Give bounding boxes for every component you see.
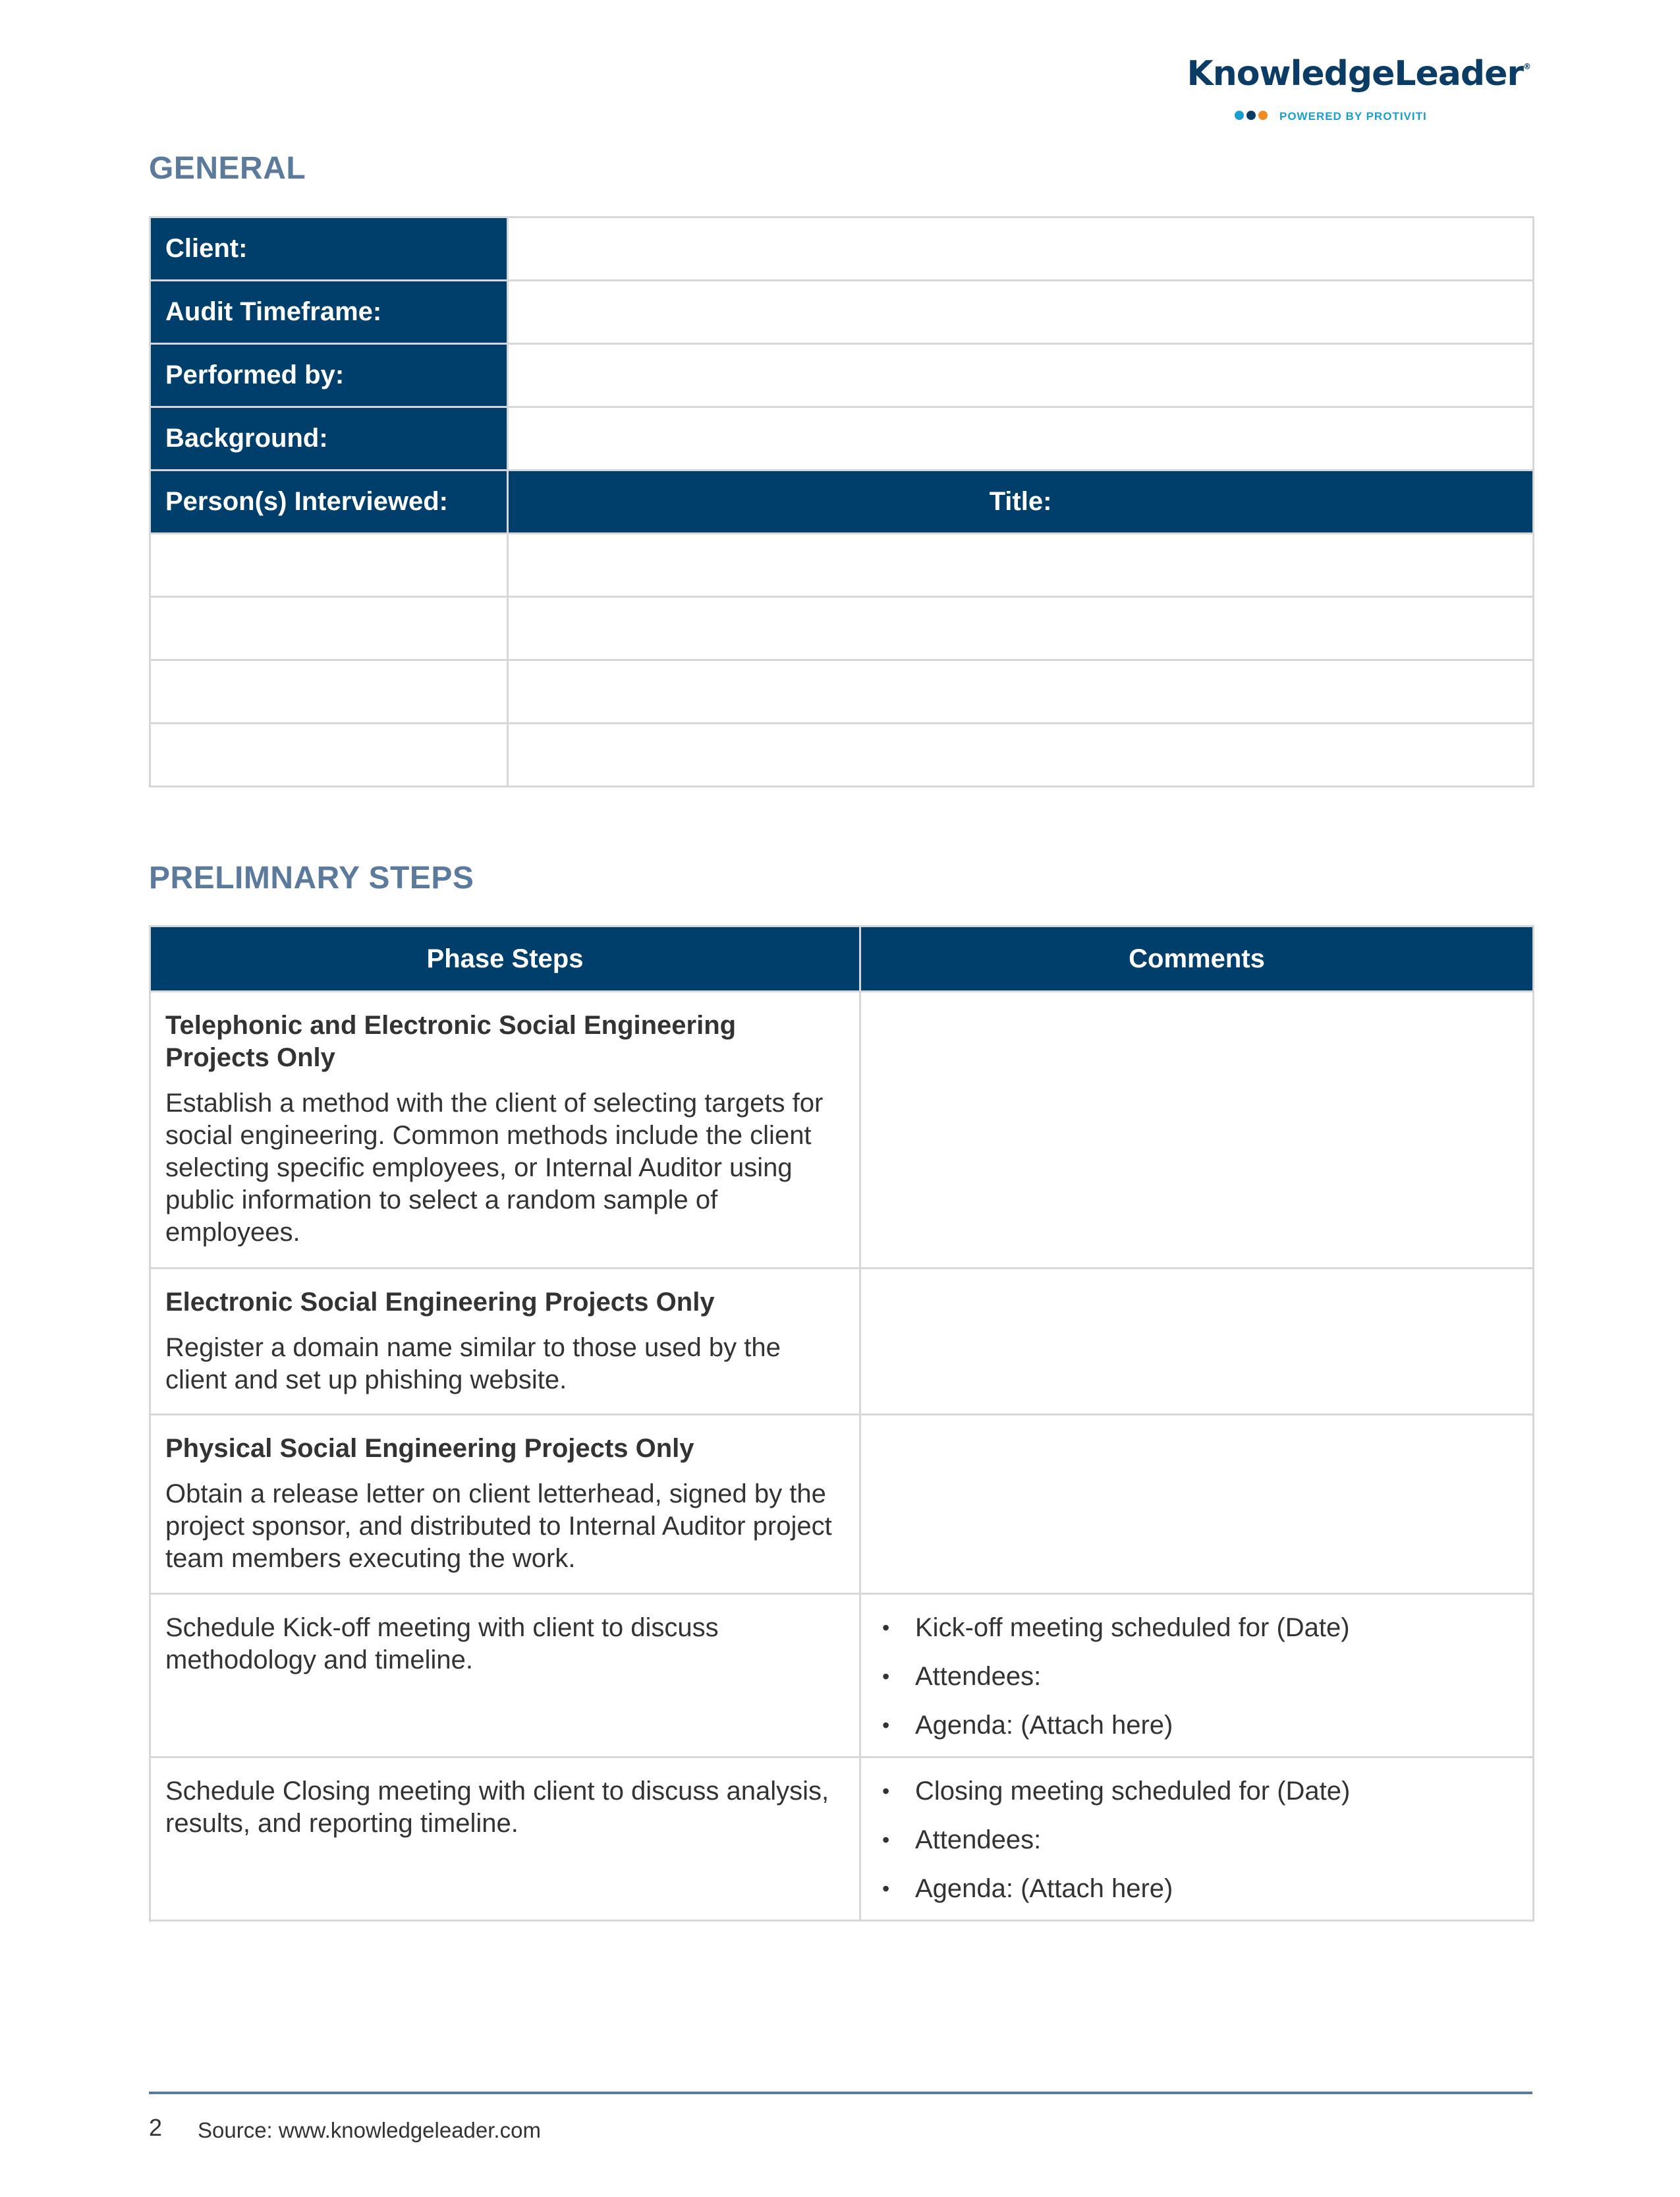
step-row	[150, 1269, 1534, 1415]
step-description: Obtain a release letter on client letterhead, signed by the project sponsor, and distributed to Internal Auditor project team members executing the work.	[165, 1479, 832, 1573]
interview-header-row	[150, 471, 1534, 534]
step-description: Register a domain name similar to those used by the client and set up phishing website.	[165, 1333, 781, 1394]
step-title: Physical Social Engineering Projects Only	[165, 1434, 694, 1463]
phase-step-cell	[150, 1757, 860, 1921]
interview-row	[150, 660, 1534, 724]
comments-list	[876, 1775, 1518, 1905]
audit-timeframe-field[interactable]	[508, 281, 1534, 344]
performed-by-field[interactable]	[508, 344, 1534, 407]
general-row-client	[150, 217, 1534, 281]
audit-timeframe-label: Audit Timeframe:	[150, 281, 508, 344]
comments-cell[interactable]	[860, 1594, 1534, 1757]
source-link[interactable]: Source: www.knowledgeleader.com	[198, 2118, 541, 2142]
comments-cell[interactable]	[860, 1757, 1534, 1921]
interview-row	[150, 597, 1534, 660]
interview-row	[150, 724, 1534, 787]
person-field[interactable]	[150, 534, 508, 597]
steps-header-row	[150, 927, 1534, 992]
comment-item: • Attendees:	[876, 1824, 1518, 1856]
phase-step-cell	[150, 1269, 860, 1415]
phase-step-cell	[150, 992, 860, 1269]
general-row-timeframe	[150, 281, 1534, 344]
preliminary-steps-table	[149, 925, 1534, 1922]
logo-dots-icon	[1235, 111, 1268, 120]
step-row	[150, 1415, 1534, 1594]
footer-divider	[149, 2092, 1532, 2094]
client-field[interactable]	[508, 217, 1534, 281]
comment-item: • Closing meeting scheduled for (Date)	[876, 1775, 1518, 1808]
step-row	[150, 1757, 1534, 1921]
comment-item: • Agenda: (Attach here)	[876, 1709, 1518, 1742]
person-field[interactable]	[150, 660, 508, 724]
title-field[interactable]	[508, 724, 1534, 787]
client-label: Client:	[150, 217, 508, 281]
comment-item: • Attendees:	[876, 1661, 1518, 1693]
step-description: Schedule Closing meeting with client to discuss analysis, results, and reporting timeline.	[165, 1777, 829, 1838]
comments-field[interactable]	[860, 1415, 1534, 1594]
comment-item: • Agenda: (Attach here)	[876, 1873, 1518, 1905]
phase-step-cell	[150, 1415, 860, 1594]
general-heading: GENERAL	[149, 151, 306, 186]
step-description: Schedule Kick-off meeting with client to discuss methodology and timeline.	[165, 1613, 719, 1674]
person-field[interactable]	[150, 597, 508, 660]
phase-steps-header: Phase Steps	[150, 927, 860, 992]
step-title: Telephonic and Electronic Social Engineering Projects Only	[165, 1011, 737, 1072]
step-title: Electronic Social Engineering Projects Only	[165, 1288, 715, 1317]
interview-row	[150, 534, 1534, 597]
comments-header: Comments	[860, 927, 1534, 992]
title-field[interactable]	[508, 660, 1534, 724]
background-label: Background:	[150, 407, 508, 471]
phase-step-cell	[150, 1594, 860, 1757]
preliminary-steps-heading: PRELIMNARY STEPS	[149, 861, 474, 896]
persons-interviewed-header: Person(s) Interviewed:	[150, 471, 508, 534]
comments-list	[876, 1612, 1518, 1742]
general-row-performed-by	[150, 344, 1534, 407]
comment-item: • Kick-off meeting scheduled for (Date)	[876, 1612, 1518, 1644]
title-field[interactable]	[508, 597, 1534, 660]
comments-field[interactable]	[860, 992, 1534, 1269]
page-number: 2	[149, 2114, 163, 2141]
general-row-background	[150, 407, 1534, 471]
background-field[interactable]	[508, 407, 1534, 471]
performed-by-label: Performed by:	[150, 344, 508, 407]
step-row	[150, 992, 1534, 1269]
person-field[interactable]	[150, 724, 508, 787]
title-field[interactable]	[508, 534, 1534, 597]
knowledgeleader-logo	[1187, 54, 1531, 127]
powered-by-label: POWERED BY PROTIVITI	[1279, 110, 1427, 123]
step-description: Establish a method with the client of selecting targets for social engineering. Common methods include the client selecting specific employees, or Internal Auditor using public information to select a random sample of employees.	[165, 1089, 824, 1247]
comments-field[interactable]	[860, 1269, 1534, 1415]
step-row	[150, 1594, 1534, 1757]
logo-wordmark: KnowledgeLeader®	[1187, 54, 1531, 94]
general-table	[149, 216, 1534, 787]
title-header: Title:	[508, 471, 1534, 534]
